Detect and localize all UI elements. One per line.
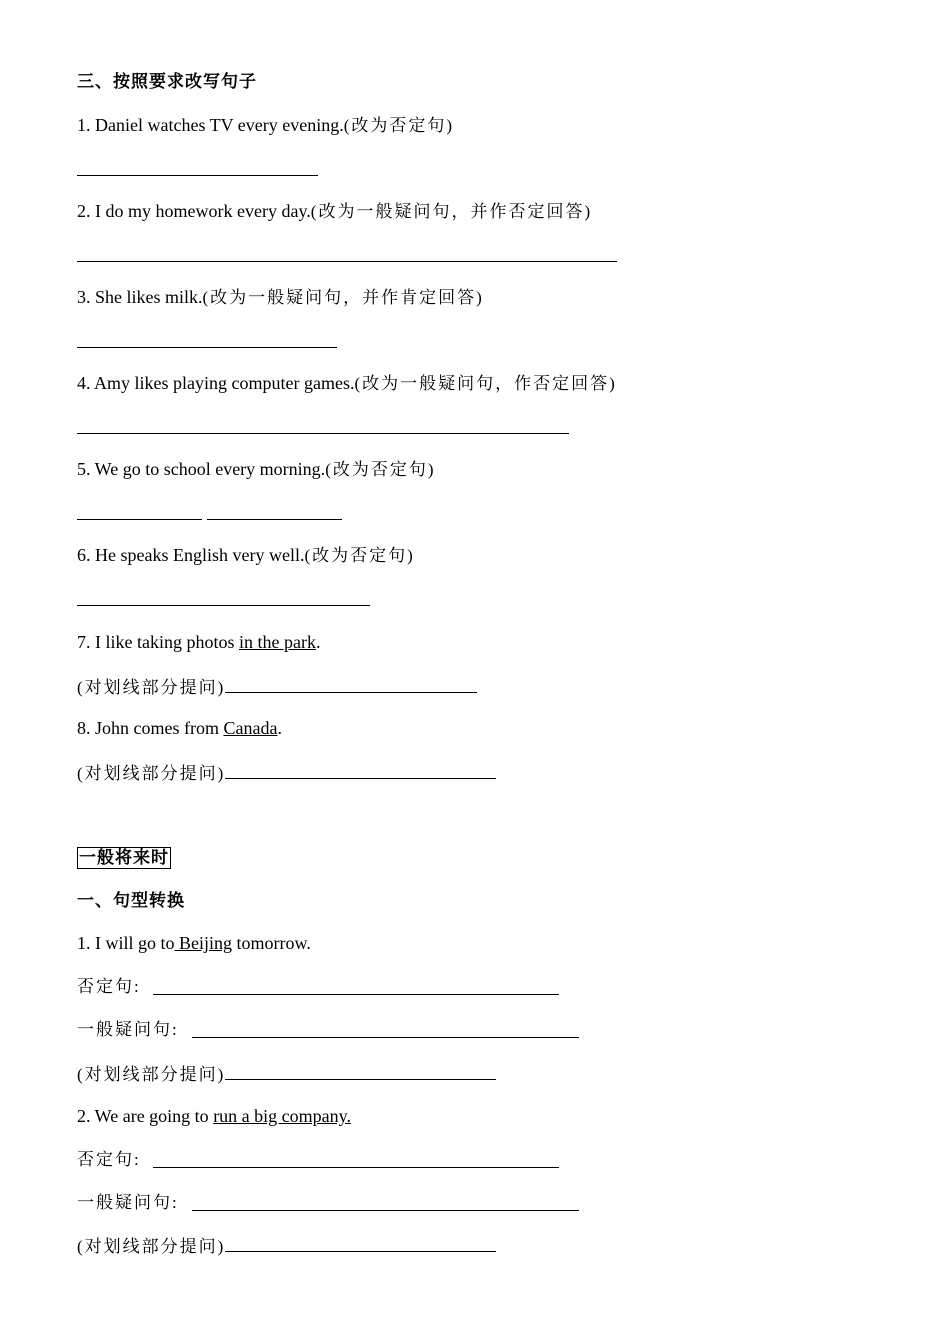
- answer-blank[interactable]: [77, 519, 202, 520]
- future-question-2: [77, 1103, 351, 1129]
- answer-blank[interactable]: [192, 1210, 579, 1211]
- prompt-row: [77, 1059, 496, 1085]
- question-2: [77, 198, 592, 224]
- question-instruction: (改为一般疑问句，并作肯定回答): [202, 288, 484, 307]
- question-text: 7. I like taking photos: [77, 632, 239, 652]
- question-text: 2. I do my homework every day.: [77, 201, 311, 221]
- answer-blank[interactable]: [77, 347, 337, 348]
- question-8-answer-row: [77, 758, 496, 784]
- underlined-phrase: Canada: [223, 718, 278, 738]
- answer-blank[interactable]: [153, 1167, 559, 1168]
- question-instruction: (改为一般疑问句，并作否定回答): [310, 202, 593, 221]
- question-5: [77, 456, 436, 482]
- future-question-1: [77, 930, 311, 956]
- question-punctuation: .: [315, 632, 321, 652]
- question-text-rest: tomorrow.: [232, 933, 311, 953]
- question-text: 8. John comes from: [77, 718, 224, 738]
- underlined-phrase: Beijing: [174, 933, 232, 953]
- question-prompt: (对划线部分提问): [77, 1065, 226, 1084]
- question-instruction: (改为一般疑问句，作否定回答): [354, 374, 617, 393]
- question-text: 6. He speaks English very well.: [77, 545, 305, 565]
- underlined-phrase: in the park: [238, 632, 316, 652]
- answer-blank[interactable]: [77, 433, 569, 434]
- question-prompt: (对划线部分提问): [77, 1237, 226, 1256]
- question-1: [77, 112, 454, 138]
- question-7-answer-row: [77, 672, 477, 698]
- question-label: 一般疑问句:: [77, 1193, 179, 1212]
- question-prompt: (对划线部分提问): [77, 764, 226, 783]
- question-text: 3. She likes milk.: [77, 287, 203, 307]
- answer-blank[interactable]: [225, 672, 477, 693]
- question-text: 4. Amy likes playing computer games.: [77, 373, 355, 393]
- section-title: 三、按照要求改写句子: [77, 72, 257, 91]
- answer-blank[interactable]: [77, 175, 318, 176]
- answer-blank[interactable]: [77, 605, 370, 606]
- question-row: [77, 1016, 179, 1042]
- answer-blank[interactable]: [225, 1231, 496, 1252]
- negative-row: [77, 1146, 141, 1172]
- answer-blank[interactable]: [77, 261, 617, 262]
- negative-label: 否定句:: [77, 977, 141, 996]
- answer-blank[interactable]: [225, 758, 496, 779]
- boxed-title: [77, 845, 171, 871]
- answer-blank[interactable]: [225, 1059, 496, 1080]
- question-text: 2. We are going to: [77, 1106, 214, 1126]
- question-instruction: (改为否定句): [325, 460, 436, 479]
- question-text: 1. I will go to: [77, 933, 175, 953]
- question-row: [77, 1189, 179, 1215]
- question-text: 1. Daniel watches TV every evening.: [77, 115, 344, 135]
- underlined-phrase: run a big company.: [213, 1106, 351, 1126]
- question-4: [77, 370, 617, 396]
- question-prompt: (对划线部分提问): [77, 678, 226, 697]
- section-title: 一、句型转换: [77, 891, 185, 910]
- negative-row: [77, 973, 141, 999]
- question-instruction: (改为否定句): [304, 546, 415, 565]
- prompt-row: [77, 1231, 496, 1257]
- question-instruction: (改为否定句): [343, 116, 455, 135]
- question-6: [77, 542, 415, 568]
- answer-blank[interactable]: [207, 519, 342, 520]
- question-label: 一般疑问句:: [77, 1020, 179, 1039]
- negative-label: 否定句:: [77, 1150, 141, 1169]
- question-text: 5. We go to school every morning.: [77, 459, 326, 479]
- question-7: [77, 629, 320, 655]
- answer-blank[interactable]: [192, 1037, 579, 1038]
- answer-blank[interactable]: [153, 994, 559, 995]
- boxed-title-text: 一般将来时: [79, 848, 169, 867]
- question-punctuation: .: [277, 718, 282, 738]
- question-3: [77, 284, 484, 310]
- question-8: [77, 715, 282, 741]
